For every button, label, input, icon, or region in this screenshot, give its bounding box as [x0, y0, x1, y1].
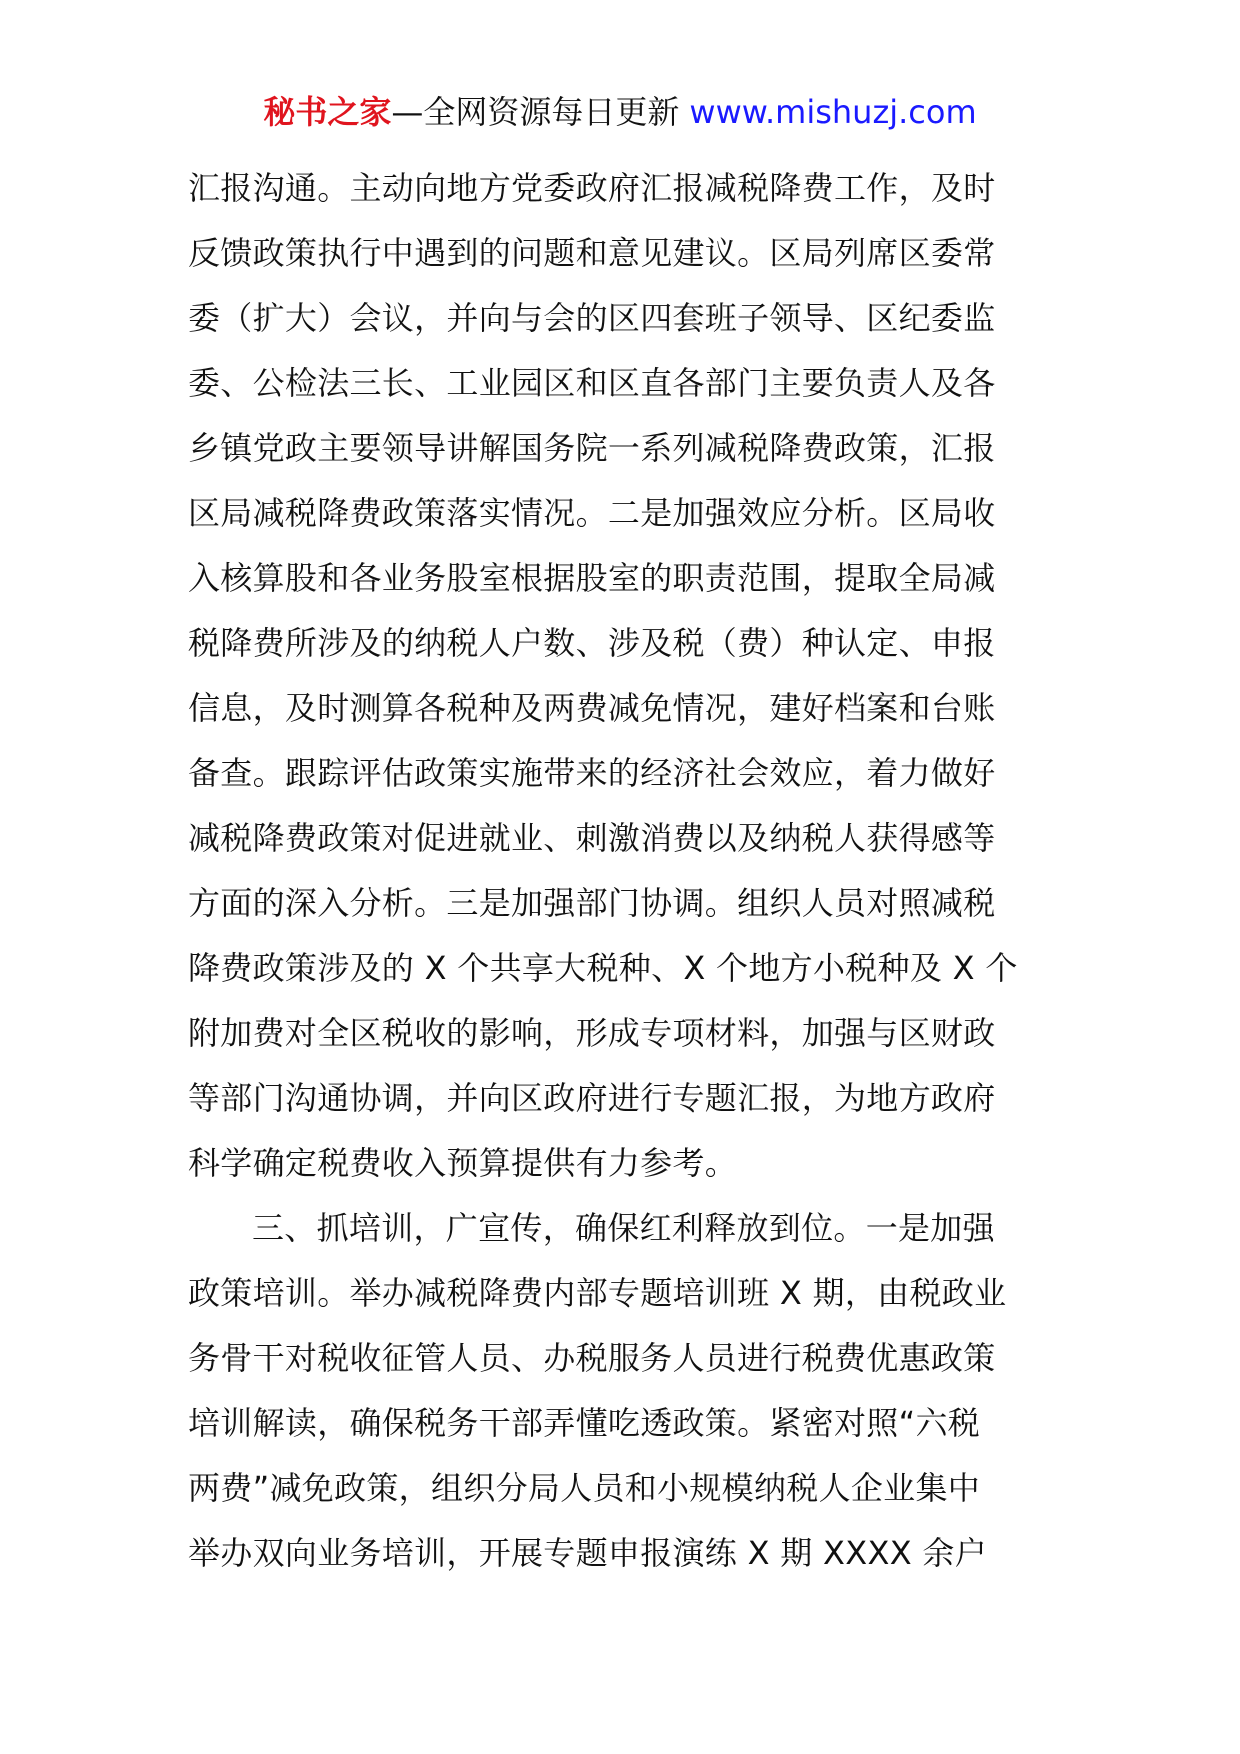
text-line: 汇报沟通。主动向地方党委政府汇报减税降费工作，及时: [188, 169, 996, 207]
text-line: 反馈政策执行中遇到的问题和意见建议。区局列席区委常: [188, 234, 996, 272]
text-line: 减税降费政策对促进就业、刺激消费以及纳税人获得感等: [188, 819, 996, 857]
text-line: 备查。跟踪评估政策实施带来的经济社会效应，着力做好: [188, 754, 996, 792]
text-line: 税降费所涉及的纳税人户数、涉及税（费）种认定、申报: [188, 624, 996, 662]
text-line: 信息，及时测算各税种及两费减免情况，建好档案和台账: [188, 689, 996, 727]
text-line: 等部门沟通协调，并向区政府进行专题汇报，为地方政府: [188, 1079, 996, 1117]
text-line: 举办双向业务培训，开展专题申报演练 X 期 XXXX 余户: [188, 1534, 987, 1572]
text-line: 入核算股和各业务股室根据股室的职责范围，提取全局减: [188, 559, 996, 597]
text-line: 区局减税降费政策落实情况。二是加强效应分析。区局收: [188, 494, 996, 532]
text-line: 务骨干对税收征管人员、办税服务人员进行税费优惠政策: [188, 1339, 996, 1377]
site-tagline: —全网资源每日更新: [391, 93, 680, 131]
text-line: 培训解读，确保税务干部弄懂吃透政策。紧密对照“六税: [188, 1404, 981, 1442]
site-header: [0, 92, 1240, 132]
text-line: 两费”减免政策，组织分局人员和小规模纳税人企业集中: [188, 1469, 981, 1507]
text-line: 降费政策涉及的 X 个共享大税种、X 个地方小税种及 X 个: [188, 949, 1018, 987]
text-line: 附加费对全区税收的影响，形成专项材料，加强与区财政: [188, 1014, 996, 1052]
text-line: 方面的深入分析。三是加强部门协调。组织人员对照减税: [188, 884, 996, 922]
text-line: 政策培训。举办减税降费内部专题培训班 X 期，由税政业: [188, 1274, 1007, 1312]
document-body: [188, 156, 1058, 1586]
text-line: 委、公检法三长、工业园区和区直各部门主要负责人及各: [188, 364, 996, 402]
text-line: 乡镇党政主要领导讲解国务院一系列减税降费政策，汇报: [188, 429, 996, 467]
section-heading-line: 三、抓培训，广宣传，确保红利释放到位。一是加强: [252, 1209, 995, 1247]
site-brand: 秘书之家: [263, 93, 392, 131]
site-url-link[interactable]: www.mishuzj.com: [689, 93, 977, 131]
text-line: 科学确定税费收入预算提供有力参考。: [188, 1144, 738, 1182]
text-line: 委（扩大）会议，并向与会的区四套班子领导、区纪委监: [188, 299, 996, 337]
